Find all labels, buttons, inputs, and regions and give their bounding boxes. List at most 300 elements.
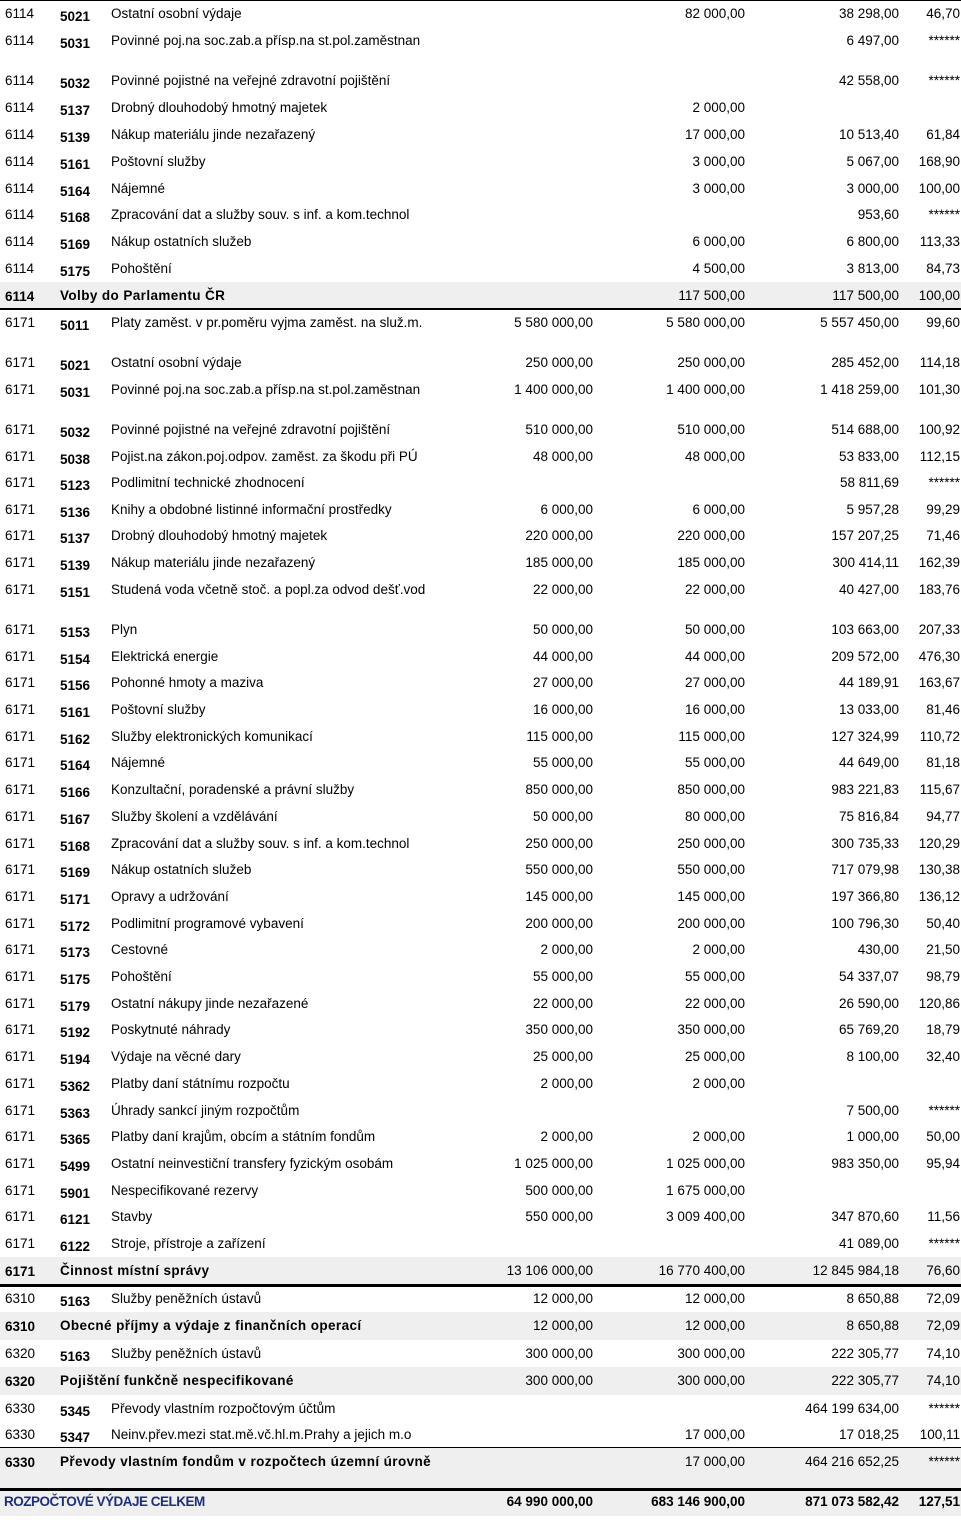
percent-cell: ****** bbox=[928, 475, 960, 490]
table-row bbox=[0, 1097, 961, 1123]
approved-budget-cell: 185 000,00 bbox=[525, 555, 593, 570]
item-description-cell: Povinné poj.na soc.zab.a přísp.na st.pol.zaměstnan bbox=[111, 382, 421, 397]
item-description-cell: Cestovné bbox=[111, 942, 169, 957]
percent-cell: 100,11 bbox=[919, 1427, 960, 1442]
item-code-cell: 5167 bbox=[60, 812, 91, 827]
item-code-cell: 5031 bbox=[60, 385, 91, 400]
item-code-cell: 5163 bbox=[60, 1349, 91, 1364]
item-description-cell: Poštovní služby bbox=[111, 154, 206, 169]
paragraph-cell: 6171 bbox=[5, 555, 36, 570]
percent-cell: 120,29 bbox=[918, 836, 960, 851]
table-row bbox=[0, 1177, 961, 1203]
percent-cell: 100,92 bbox=[918, 422, 960, 437]
paragraph-cell: 6171 bbox=[5, 862, 36, 877]
actual-spend-cell: 127 324,99 bbox=[831, 729, 899, 744]
table-row bbox=[0, 616, 961, 642]
percent-cell: 72,09 bbox=[926, 1318, 960, 1333]
item-description-cell: Ostatní osobní výdaje bbox=[111, 6, 242, 21]
table-row bbox=[0, 175, 961, 201]
paragraph-cell: 6171 bbox=[5, 475, 36, 490]
paragraph-cell: 6114 bbox=[5, 33, 35, 48]
section-title-cell: Pojištění funkčně nespecifikované bbox=[60, 1373, 294, 1388]
paragraph-cell: 6171 bbox=[5, 649, 36, 664]
approved-budget-cell: 510 000,00 bbox=[525, 422, 593, 437]
paragraph-cell: 6171 bbox=[5, 755, 36, 770]
approved-budget-cell: 500 000,00 bbox=[525, 1183, 593, 1198]
item-description-cell: Služby peněžních ústavů bbox=[111, 1346, 262, 1361]
percent-cell: 207,33 bbox=[918, 622, 960, 637]
paragraph-cell: 6114 bbox=[5, 127, 35, 142]
paragraph-cell: 6330 bbox=[5, 1401, 36, 1416]
percent-cell: 11,56 bbox=[927, 1209, 960, 1224]
table-row bbox=[0, 1285, 961, 1312]
actual-spend-cell: 300 414,11 bbox=[832, 555, 899, 570]
table-row bbox=[0, 936, 961, 963]
table-row bbox=[0, 696, 961, 722]
item-code-cell: 5038 bbox=[60, 452, 91, 467]
actual-spend-cell: 983 221,83 bbox=[831, 782, 899, 797]
item-description-cell: Platby daní krajům, obcím a státním fondům bbox=[111, 1129, 376, 1144]
item-description-cell: Převody vlastním rozpočtovým účtům bbox=[111, 1401, 336, 1416]
adjusted-budget-cell: 3 000,00 bbox=[692, 181, 745, 196]
section-subtotal-row bbox=[0, 1448, 961, 1489]
table-row bbox=[0, 469, 961, 496]
paragraph-cell: 6171 bbox=[5, 582, 36, 597]
item-code-cell: 5011 bbox=[60, 318, 90, 333]
item-description-cell: Úhrady sankcí jiným rozpočtům bbox=[111, 1103, 300, 1118]
item-description-cell: Zpracování dat a služby souv. s inf. a kom.technol bbox=[111, 207, 410, 222]
approved-budget-cell: 44 000,00 bbox=[532, 649, 593, 664]
actual-spend-cell: 44 649,00 bbox=[838, 755, 899, 770]
divider-line bbox=[0, 1488, 961, 1491]
actual-spend-cell: 8 650,88 bbox=[846, 1291, 899, 1306]
adjusted-budget-total: 683 146 900,00 bbox=[651, 1494, 745, 1509]
percent-cell: 115,67 bbox=[919, 782, 960, 797]
actual-spend-cell: 44 189,91 bbox=[838, 675, 899, 690]
paragraph-cell: 6171 bbox=[5, 996, 36, 1011]
actual-spend-cell: 117 500,00 bbox=[832, 288, 899, 303]
actual-spend-cell: 285 452,00 bbox=[831, 355, 899, 370]
approved-budget-cell: 5 580 000,00 bbox=[514, 315, 593, 330]
item-code-cell: 5032 bbox=[60, 425, 91, 440]
paragraph-cell: 6171 bbox=[5, 502, 36, 517]
percent-cell: 50,00 bbox=[926, 1129, 960, 1144]
percent-cell: 114,18 bbox=[919, 355, 960, 370]
paragraph-cell: 6171 bbox=[5, 809, 36, 824]
adjusted-budget-cell: 185 000,00 bbox=[677, 555, 745, 570]
approved-budget-cell: 25 000,00 bbox=[532, 1049, 593, 1064]
item-code-cell: 6122 bbox=[60, 1239, 91, 1254]
item-description-cell: Pohonné hmoty a maziva bbox=[111, 675, 264, 690]
table-row bbox=[0, 1123, 961, 1150]
adjusted-budget-cell: 850 000,00 bbox=[677, 782, 745, 797]
paragraph-cell: 6171 bbox=[5, 729, 36, 744]
actual-spend-cell: 54 337,07 bbox=[838, 969, 899, 984]
table-row bbox=[0, 1070, 961, 1097]
item-code-cell: 5901 bbox=[60, 1186, 91, 1201]
section-title-cell: Převody vlastním fondům v rozpočtech územní úrovně bbox=[60, 1454, 432, 1469]
divider-line bbox=[0, 0, 961, 1]
paragraph-cell: 6171 bbox=[5, 1156, 36, 1171]
item-description-cell: Ostatní osobní výdaje bbox=[111, 355, 242, 370]
percent-cell: 61,84 bbox=[926, 127, 960, 142]
item-description-cell: Pohoštění bbox=[111, 969, 172, 984]
percent-cell: 101,30 bbox=[918, 382, 960, 397]
actual-spend-cell: 464 216 652,25 bbox=[805, 1454, 899, 1469]
adjusted-budget-cell: 48 000,00 bbox=[684, 449, 745, 464]
item-description-cell: Nákup materiálu jinde nezařazený bbox=[111, 127, 316, 142]
actual-spend-cell: 40 427,00 bbox=[838, 582, 899, 597]
approved-budget-cell: 550 000,00 bbox=[525, 1209, 593, 1224]
adjusted-budget-cell: 550 000,00 bbox=[677, 862, 745, 877]
table-row bbox=[0, 416, 961, 443]
table-row bbox=[0, 443, 961, 469]
actual-spend-cell: 953,60 bbox=[857, 207, 899, 222]
adjusted-budget-cell: 6 000,00 bbox=[692, 502, 745, 517]
actual-spend-cell: 17 018,25 bbox=[838, 1427, 899, 1442]
table-row bbox=[0, 776, 961, 803]
approved-budget-cell: 115 000,00 bbox=[526, 729, 593, 744]
item-code-cell: 5194 bbox=[60, 1052, 91, 1067]
percent-cell: 110,72 bbox=[919, 729, 960, 744]
paragraph-cell: 6171 bbox=[5, 355, 36, 370]
actual-spend-cell: 6 497,00 bbox=[846, 33, 899, 48]
section-subtotal-row bbox=[0, 1257, 961, 1285]
item-description-cell: Poštovní služby bbox=[111, 702, 206, 717]
approved-budget-cell: 12 000,00 bbox=[532, 1318, 593, 1333]
item-description-cell: Studená voda včetně stoč. a popl.za odvod dešť.vod bbox=[111, 582, 426, 597]
paragraph-cell: 6114 bbox=[5, 73, 35, 88]
paragraph-cell: 6171 bbox=[5, 622, 36, 637]
adjusted-budget-cell: 44 000,00 bbox=[684, 649, 745, 664]
paragraph-cell: 6114 bbox=[5, 100, 35, 115]
paragraph-cell: 6171 bbox=[5, 1264, 36, 1279]
approved-budget-cell: 2 000,00 bbox=[540, 1076, 593, 1091]
actual-spend-cell: 300 735,33 bbox=[831, 836, 899, 851]
approved-budget-cell: 48 000,00 bbox=[532, 449, 593, 464]
adjusted-budget-cell: 12 000,00 bbox=[684, 1318, 745, 1333]
approved-budget-cell: 13 106 000,00 bbox=[506, 1263, 593, 1278]
item-code-cell: 5021 bbox=[60, 9, 91, 24]
item-code-cell: 5166 bbox=[60, 785, 91, 800]
approved-budget-cell: 50 000,00 bbox=[532, 622, 593, 637]
percent-cell: 81,46 bbox=[926, 702, 960, 717]
divider-line bbox=[0, 1284, 961, 1287]
actual-spend-cell: 7 500,00 bbox=[846, 1103, 899, 1118]
item-code-cell: 5123 bbox=[60, 478, 91, 493]
percent-cell: 100,00 bbox=[918, 288, 960, 303]
paragraph-cell: 6114 bbox=[5, 6, 35, 21]
paragraph-cell: 6171 bbox=[5, 969, 36, 984]
item-code-cell: 5151 bbox=[60, 585, 91, 600]
adjusted-budget-cell: 2 000,00 bbox=[692, 100, 745, 115]
paragraph-cell: 6310 bbox=[5, 1319, 36, 1334]
percent-cell: 100,00 bbox=[918, 181, 960, 196]
adjusted-budget-cell: 17 000,00 bbox=[684, 127, 745, 142]
percent-cell: 74,10 bbox=[926, 1373, 960, 1388]
item-code-cell: 5162 bbox=[60, 732, 91, 747]
item-code-cell: 5192 bbox=[60, 1025, 91, 1040]
actual-spend-cell: 430,00 bbox=[857, 942, 899, 957]
table-row bbox=[0, 27, 961, 67]
adjusted-budget-cell: 2 000,00 bbox=[692, 1076, 745, 1091]
adjusted-budget-cell: 22 000,00 bbox=[684, 582, 745, 597]
paragraph-cell: 6171 bbox=[5, 1129, 36, 1144]
percent-cell: 72,09 bbox=[926, 1291, 960, 1306]
paragraph-cell: 6171 bbox=[5, 1076, 36, 1091]
item-code-cell: 5164 bbox=[60, 758, 91, 773]
item-description-cell: Služby elektronických komunikací bbox=[111, 729, 313, 744]
percent-cell: 168,90 bbox=[918, 154, 960, 169]
section-title-cell: Činnost místní správy bbox=[60, 1263, 210, 1278]
table-row bbox=[0, 856, 961, 883]
grand-total-label: ROZPOČTOVÉ VÝDAJE CELKEM bbox=[4, 1494, 205, 1509]
item-description-cell: Pojist.na zákon.poj.odpov. zaměst. za škodu při PÚ bbox=[111, 449, 418, 464]
table-row bbox=[0, 723, 961, 750]
actual-spend-cell: 75 816,84 bbox=[838, 809, 899, 824]
item-description-cell: Ostatní neinvestiční transfery fyzickým osobám bbox=[111, 1156, 394, 1171]
approved-budget-cell: 22 000,00 bbox=[532, 582, 593, 597]
section-subtotal-row bbox=[0, 1367, 961, 1395]
approved-budget-cell: 22 000,00 bbox=[532, 996, 593, 1011]
item-code-cell: 5347 bbox=[60, 1430, 91, 1445]
actual-spend-cell: 65 769,20 bbox=[838, 1022, 899, 1037]
item-code-cell: 5169 bbox=[60, 865, 91, 880]
table-row bbox=[0, 201, 961, 228]
paragraph-cell: 6114 bbox=[5, 154, 35, 169]
table-row bbox=[0, 576, 961, 603]
item-code-cell: 5031 bbox=[60, 36, 91, 51]
paragraph-cell: 6171 bbox=[5, 449, 36, 464]
item-description-cell: Nákup materiálu jinde nezařazený bbox=[111, 555, 316, 570]
actual-spend-cell: 5 067,00 bbox=[846, 154, 899, 169]
item-code-cell: 5161 bbox=[60, 705, 91, 720]
table-row bbox=[0, 1421, 961, 1448]
item-code-cell: 5362 bbox=[60, 1079, 91, 1094]
item-description-cell: Elektrická energie bbox=[111, 649, 219, 664]
percent-cell: 183,76 bbox=[918, 582, 960, 597]
item-code-cell: 5136 bbox=[60, 505, 91, 520]
actual-spend-cell: 100 796,30 bbox=[831, 916, 899, 931]
adjusted-budget-cell: 200 000,00 bbox=[677, 916, 745, 931]
actual-spend-cell: 5 957,28 bbox=[846, 502, 899, 517]
item-code-cell: 5164 bbox=[60, 184, 91, 199]
table-row bbox=[0, 1340, 961, 1367]
table-row bbox=[0, 0, 961, 27]
adjusted-budget-cell: 115 000,00 bbox=[678, 729, 745, 744]
adjusted-budget-cell: 250 000,00 bbox=[677, 355, 745, 370]
table-row bbox=[0, 990, 961, 1016]
table-row bbox=[0, 1395, 961, 1421]
paragraph-cell: 6114 bbox=[5, 261, 35, 276]
percent-cell: 476,30 bbox=[918, 649, 960, 664]
adjusted-budget-cell: 12 000,00 bbox=[684, 1291, 745, 1306]
item-description-cell: Poskytnuté náhrady bbox=[111, 1022, 231, 1037]
approved-budget-cell: 55 000,00 bbox=[532, 969, 593, 984]
item-code-cell: 5032 bbox=[60, 76, 91, 91]
item-code-cell: 5168 bbox=[60, 839, 91, 854]
approved-budget-cell: 550 000,00 bbox=[525, 862, 593, 877]
item-code-cell: 5172 bbox=[60, 919, 91, 934]
percent-cell: 99,29 bbox=[926, 502, 960, 517]
actual-spend-cell: 8 100,00 bbox=[846, 1049, 899, 1064]
table-row bbox=[0, 643, 961, 670]
paragraph-cell: 6114 bbox=[5, 207, 35, 222]
item-description-cell: Ostatní nákupy jinde nezařazené bbox=[111, 996, 309, 1011]
actual-spend-cell: 3 000,00 bbox=[846, 181, 899, 196]
paragraph-cell: 6171 bbox=[5, 1209, 36, 1224]
item-code-cell: 5156 bbox=[60, 678, 91, 693]
percent-cell: 84,73 bbox=[926, 261, 960, 276]
item-code-cell: 5154 bbox=[60, 652, 91, 667]
approved-budget-cell: 27 000,00 bbox=[532, 675, 593, 690]
percent-cell: ****** bbox=[928, 1454, 960, 1469]
adjusted-budget-cell: 300 000,00 bbox=[677, 1346, 745, 1361]
percent-cell: 163,67 bbox=[918, 675, 960, 690]
percent-cell: 162,39 bbox=[918, 555, 960, 570]
adjusted-budget-cell: 1 025 000,00 bbox=[666, 1156, 745, 1171]
section-title-cell: Volby do Parlamentu ČR bbox=[60, 288, 226, 303]
item-description-cell: Povinné pojistné na veřejné zdravotní pojištění bbox=[111, 422, 391, 437]
percent-cell: 95,94 bbox=[926, 1156, 960, 1171]
approved-budget-cell: 2 000,00 bbox=[540, 1129, 593, 1144]
actual-spend-cell: 514 688,00 bbox=[831, 422, 899, 437]
adjusted-budget-cell: 17 000,00 bbox=[684, 1427, 745, 1442]
section-subtotal-row bbox=[0, 1312, 961, 1340]
percent-cell: 130,38 bbox=[918, 862, 960, 877]
paragraph-cell: 6310 bbox=[5, 1291, 36, 1306]
section-title-cell: Obecné příjmy a výdaje z finančních operací bbox=[60, 1318, 362, 1333]
actual-spend-cell: 38 298,00 bbox=[838, 6, 899, 21]
table-row bbox=[0, 830, 961, 857]
actual-spend-cell: 6 800,00 bbox=[846, 234, 899, 249]
approved-budget-cell: 50 000,00 bbox=[532, 809, 593, 824]
actual-spend-cell: 8 650,88 bbox=[846, 1318, 899, 1333]
percent-total: 127,51 bbox=[918, 1494, 960, 1509]
actual-spend-cell: 222 305,77 bbox=[831, 1373, 899, 1388]
percent-cell: 81,18 bbox=[926, 755, 960, 770]
percent-cell: ****** bbox=[928, 33, 960, 48]
adjusted-budget-cell: 250 000,00 bbox=[677, 836, 745, 851]
item-description-cell: Nájemné bbox=[111, 755, 166, 770]
paragraph-cell: 6320 bbox=[5, 1374, 36, 1389]
percent-cell: 32,40 bbox=[926, 1049, 960, 1064]
item-code-cell: 5161 bbox=[60, 157, 91, 172]
actual-spend-cell: 26 590,00 bbox=[838, 996, 899, 1011]
item-code-cell: 5137 bbox=[60, 531, 91, 546]
adjusted-budget-cell: 22 000,00 bbox=[684, 996, 745, 1011]
table-row bbox=[0, 803, 961, 829]
item-code-cell: 5179 bbox=[60, 999, 91, 1014]
percent-cell: ****** bbox=[928, 73, 960, 88]
item-description-cell: Nákup ostatních služeb bbox=[111, 234, 252, 249]
table-row bbox=[0, 349, 961, 376]
adjusted-budget-cell: 117 500,00 bbox=[678, 288, 745, 303]
actual-spend-cell: 3 813,00 bbox=[846, 261, 899, 276]
paragraph-cell: 6171 bbox=[5, 382, 36, 397]
actual-spend-cell: 5 557 450,00 bbox=[820, 315, 899, 330]
adjusted-budget-cell: 25 000,00 bbox=[684, 1049, 745, 1064]
actual-spend-cell: 157 207,25 bbox=[831, 528, 899, 543]
item-code-cell: 5175 bbox=[60, 972, 91, 987]
actual-spend-cell: 1 418 259,00 bbox=[820, 382, 899, 397]
percent-cell: ****** bbox=[928, 1401, 960, 1416]
table-row bbox=[0, 148, 961, 175]
paragraph-cell: 6114 bbox=[5, 234, 35, 249]
actual-spend-cell: 347 870,60 bbox=[831, 1209, 899, 1224]
percent-cell: 46,70 bbox=[926, 6, 960, 21]
table-row bbox=[0, 67, 961, 94]
paragraph-cell: 6114 bbox=[5, 289, 35, 304]
paragraph-cell: 6171 bbox=[5, 1236, 36, 1251]
table-row bbox=[0, 255, 961, 282]
approved-budget-cell: 1 400 000,00 bbox=[514, 382, 593, 397]
actual-spend-cell: 58 811,69 bbox=[839, 475, 899, 490]
adjusted-budget-cell: 55 000,00 bbox=[684, 969, 745, 984]
percent-cell: 50,40 bbox=[926, 916, 960, 931]
table-row bbox=[0, 749, 961, 776]
adjusted-budget-cell: 2 000,00 bbox=[692, 1129, 745, 1144]
table-row bbox=[0, 228, 961, 255]
percent-cell: 98,79 bbox=[926, 969, 960, 984]
adjusted-budget-cell: 3 009 400,00 bbox=[666, 1209, 745, 1224]
divider-line bbox=[0, 1447, 961, 1448]
actual-spend-cell: 10 513,40 bbox=[838, 127, 899, 142]
table-row bbox=[0, 496, 961, 522]
actual-spend-cell: 12 845 984,18 bbox=[812, 1263, 899, 1278]
approved-budget-cell: 250 000,00 bbox=[525, 355, 593, 370]
item-description-cell: Knihy a obdobné listinné informační prostředky bbox=[111, 502, 392, 517]
actual-spend-cell: 717 079,98 bbox=[831, 862, 899, 877]
adjusted-budget-cell: 16 000,00 bbox=[684, 702, 745, 717]
approved-budget-cell: 16 000,00 bbox=[532, 702, 593, 717]
table-row bbox=[0, 910, 961, 936]
item-code-cell: 5365 bbox=[60, 1132, 91, 1147]
actual-spend-cell: 197 366,80 bbox=[831, 889, 899, 904]
percent-cell: 99,60 bbox=[926, 315, 960, 330]
adjusted-budget-cell: 6 000,00 bbox=[692, 234, 745, 249]
percent-cell: ****** bbox=[928, 1236, 960, 1251]
actual-spend-cell: 222 305,77 bbox=[831, 1346, 899, 1361]
adjusted-budget-cell: 145 000,00 bbox=[677, 889, 745, 904]
table-row bbox=[0, 522, 961, 549]
paragraph-cell: 6171 bbox=[5, 315, 36, 330]
paragraph-cell: 6171 bbox=[5, 528, 36, 543]
paragraph-cell: 6171 bbox=[5, 675, 36, 690]
actual-spend-total: 871 073 582,42 bbox=[805, 1494, 899, 1509]
item-description-cell: Povinné poj.na soc.zab.a přísp.na st.pol.zaměstnan bbox=[111, 33, 421, 48]
item-description-cell: Drobný dlouhodobý hmotný majetek bbox=[111, 100, 328, 115]
approved-budget-cell: 300 000,00 bbox=[525, 1346, 593, 1361]
approved-budget-cell: 220 000,00 bbox=[525, 528, 593, 543]
approved-budget-cell: 250 000,00 bbox=[525, 836, 593, 851]
paragraph-cell: 6171 bbox=[5, 916, 36, 931]
approved-budget-total: 64 990 000,00 bbox=[506, 1494, 593, 1509]
paragraph-cell: 6330 bbox=[5, 1455, 36, 1470]
paragraph-cell: 6171 bbox=[5, 942, 36, 957]
adjusted-budget-cell: 1 400 000,00 bbox=[666, 382, 745, 397]
actual-spend-cell: 103 663,00 bbox=[831, 622, 899, 637]
section-subtotal-row bbox=[0, 282, 961, 309]
item-description-cell: Platby daní státnímu rozpočtu bbox=[111, 1076, 290, 1091]
table-row bbox=[0, 1150, 961, 1177]
item-description-cell: Plyn bbox=[111, 622, 138, 637]
item-code-cell: 6121 bbox=[60, 1212, 91, 1227]
approved-budget-cell: 12 000,00 bbox=[532, 1291, 593, 1306]
adjusted-budget-cell: 5 580 000,00 bbox=[666, 315, 745, 330]
item-description-cell: Nespecifikované rezervy bbox=[111, 1183, 259, 1198]
item-description-cell: Výdaje na věcné dary bbox=[111, 1049, 241, 1064]
